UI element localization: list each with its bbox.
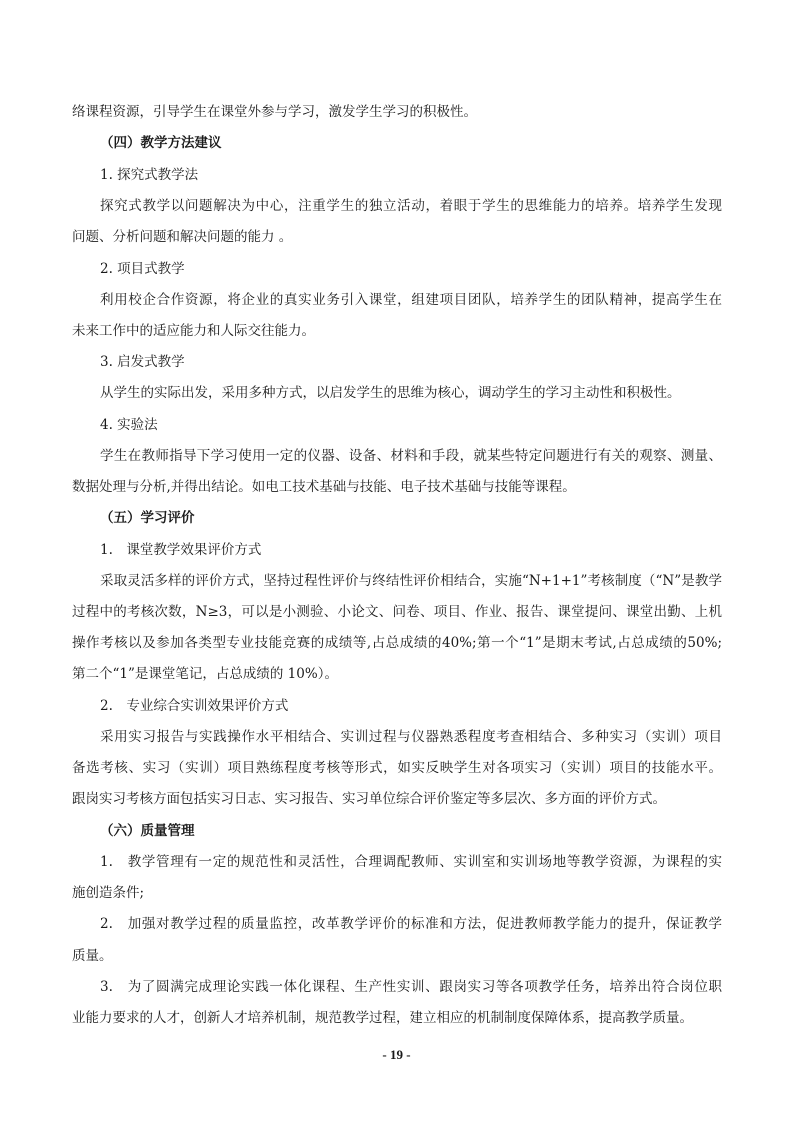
paragraph-line: 跟岗实习考核方面包括实习日志、实习报告、实习单位综合评价鉴定等多层次、多方面的评价方式。 xyxy=(72,791,666,807)
subheading: 2. 项目式教学 xyxy=(100,261,185,277)
page-number: - 19 - xyxy=(382,1047,411,1062)
subheading: 2. 专业综合实训效果评价方式 xyxy=(100,698,289,714)
paragraph-line: 业能力要求的人才，创新人才培养机制，规范教学过程，建立相应的机制制度保障体系，提高教学质量。 xyxy=(72,1010,693,1026)
paragraph-line: 采用实习报告与实践操作水平相结合、实训过程与仪器熟悉程度考查相结合、多种实习（实训）项目 xyxy=(100,729,722,745)
paragraph-line: 从学生的实际出发，采用多种方式，以启发学生的思维为核心，调动学生的学习主动性和积极性。 xyxy=(100,385,681,401)
paragraph-line: 质量。 xyxy=(72,948,113,964)
paragraph-line: 问题、分析问题和解决问题的能力 。 xyxy=(72,229,293,245)
paragraph-line: 探究式教学以问题解决为中心，注重学生的独立活动，着眼于学生的思维能力的培养。培养学生发现 xyxy=(100,198,722,214)
paragraph-line: 未来工作中的适应能力和人际交往能力。 xyxy=(72,323,315,339)
paragraph-line: 过程中的考核次数，N≥3，可以是小测验、小论文、问卷、项目、作业、报告、课堂提问、课堂出勤、上机 xyxy=(72,604,722,620)
subheading: 3. 启发式教学 xyxy=(100,354,185,370)
paragraph-line: 学生在教师指导下学习使用一定的仪器、设备、材料和手段，就某些特定问题进行有关的观察、测量、 xyxy=(100,448,722,464)
paragraph-line: 1. 教学管理有一定的规范性和灵活性，合理调配教师、实训室和实训场地等教学资源，为课程的实 xyxy=(100,854,722,870)
subheading: 1. 课堂教学效果评价方式 xyxy=(100,542,262,558)
paragraph-line: 采取灵活多样的评价方式，坚持过程性评价与终结性评价相结合，实施“N+1+1”考核制度（“N”是教学 xyxy=(100,573,722,589)
section-heading: （四）教学方法建议 xyxy=(100,135,222,151)
paragraph-line: 2. 加强对教学过程的质量监控，改革教学评价的标准和方法，促进教师教学能力的提升，保证教学 xyxy=(100,916,722,932)
section-heading: （六）质量管理 xyxy=(100,823,195,839)
paragraph-line: 利用校企合作资源，将企业的真实业务引入课堂，组建项目团队，培养学生的团队精神，提高学生在 xyxy=(100,292,722,308)
paragraph-line: 第二个“1”是课堂笔记，占总成绩的 10%）。 xyxy=(72,666,338,682)
paragraph-line: 备选考核、实习（实训）项目熟练程度考核等形式，如实反映学生对各项实习（实训）项目的技能水平。 xyxy=(72,760,722,776)
subheading: 1. 探究式教学法 xyxy=(100,167,199,183)
subheading: 4. 实验法 xyxy=(100,417,158,433)
paragraph-line: 络课程资源，引导学生在课堂外参与学习，激发学生学习的积极性。 xyxy=(72,104,477,120)
paragraph-line: 操作考核以及参加各类型专业技能竞赛的成绩等,占总成绩的40%;第一个“1”是期末考试,占总成绩的50%; xyxy=(72,635,722,651)
paragraph-line: 数据处理与分析,并得出结论。如电工技术基础与技能、电子技术基础与技能等课程。 xyxy=(72,479,576,495)
paragraph-line: 施创造条件; xyxy=(72,885,145,901)
section-heading: （五）学习评价 xyxy=(100,510,195,526)
paragraph-line: 3. 为了圆满完成理论实践一体化课程、生产性实训、跟岗实习等各项教学任务，培养出符合岗位职 xyxy=(100,979,722,995)
